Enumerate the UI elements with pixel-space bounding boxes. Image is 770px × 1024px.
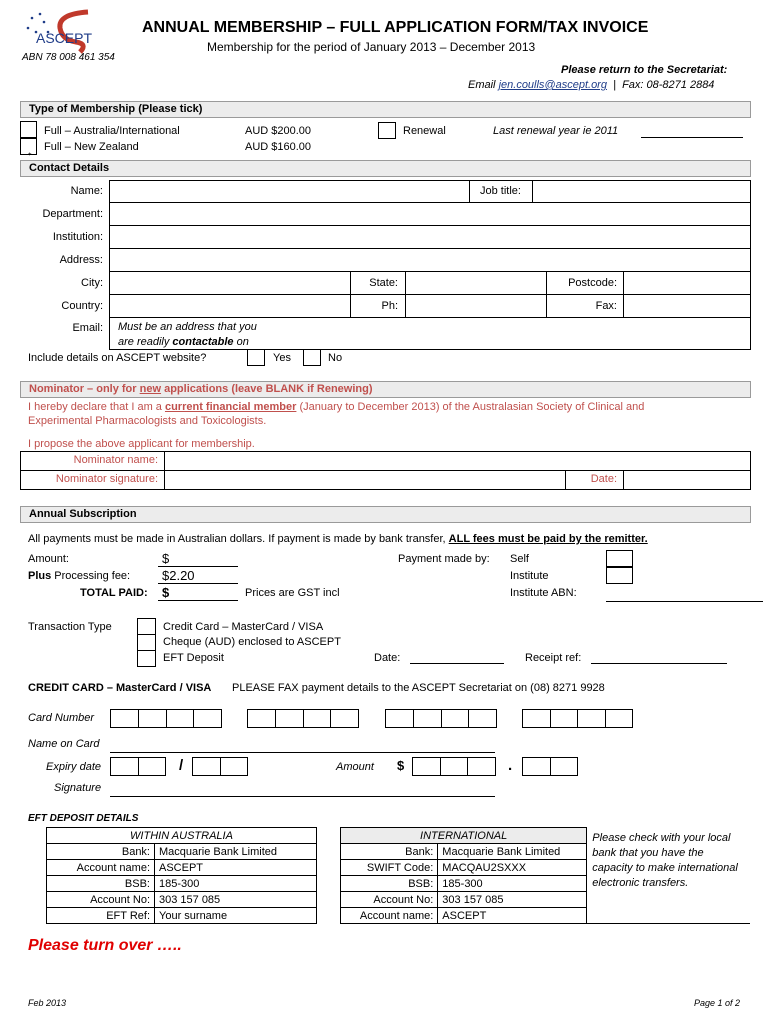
logo-text: ASCEPT <box>36 30 93 46</box>
ph-label: Ph: <box>381 300 398 312</box>
turn-over-note: Please turn over ….. <box>28 937 182 954</box>
credit-card-heading: CREDIT CARD – MasterCard / VISA <box>28 682 212 694</box>
country-label: Country: <box>61 300 103 312</box>
checkbox-renewal[interactable] <box>378 122 396 139</box>
fax-field[interactable] <box>623 294 751 318</box>
address-field[interactable] <box>109 248 751 272</box>
nominator-declare-1: I hereby declare that I am a current financial member (January to December 2013) of the Australasian Society of Clinical and <box>28 401 645 413</box>
subscription-heading: Annual Subscription <box>20 506 751 523</box>
intl-account-name-value: ASCEPT <box>438 908 587 924</box>
state-field[interactable] <box>405 271 547 295</box>
job-title-label: Job title: <box>480 185 521 197</box>
card-amount-cents[interactable] <box>522 757 578 776</box>
fax-label: Fax: <box>595 300 617 312</box>
institution-label: Institution: <box>52 231 103 243</box>
gst-note: Prices are GST incl <box>245 587 340 599</box>
intl-account-no-value: 303 157 085 <box>438 892 587 908</box>
email-note-1: Must be an address that you <box>118 321 257 333</box>
card-number-group-4[interactable] <box>522 709 633 728</box>
within-bsb-value: 185-300 <box>155 876 317 892</box>
job-title-field[interactable] <box>532 180 751 203</box>
within-bank-value: Macquarie Bank Limited <box>155 844 317 860</box>
card-number-label: Card Number <box>28 712 95 724</box>
processing-fee-line <box>158 583 238 584</box>
checkbox-yes[interactable] <box>247 349 265 366</box>
page-number: Page 1 of 2 <box>694 998 741 1008</box>
email-note-2: are readily contactable on <box>118 336 249 348</box>
within-account-name-label: Account name: <box>47 860 155 876</box>
checkbox-full-aus[interactable] <box>20 121 37 138</box>
full-nz-label: Full – New Zealand <box>44 141 139 153</box>
eft-international-table <box>340 827 750 924</box>
within-eft-ref-value: Your surname <box>155 908 317 924</box>
within-eft-ref-label: EFT Ref: <box>47 908 155 924</box>
amount-dollar: $ <box>162 551 170 566</box>
nominator-name-field[interactable] <box>164 451 751 471</box>
membership-heading: Type of Membership (Please tick) <box>20 101 751 118</box>
contact-line <box>468 79 714 91</box>
name-on-card-label: Name on Card <box>28 738 100 750</box>
payment-by-label: Payment made by: <box>398 553 490 565</box>
email-label: Email: <box>72 322 103 334</box>
name-field[interactable] <box>109 180 470 203</box>
ph-field[interactable] <box>405 294 547 318</box>
intl-swift-value: MACQAU2SXXX <box>438 860 587 876</box>
fax-payment-note: PLEASE FAX payment details to the ASCEPT Secretariat on (08) 8271 9928 <box>232 682 605 694</box>
international-note: Please check with your local bank that you have the capacity to make international electronic transfers. <box>587 828 750 924</box>
institute-abn-field[interactable] <box>606 601 763 602</box>
postcode-label: Postcode: <box>568 277 617 289</box>
eft-option: EFT Deposit <box>163 652 224 664</box>
name-on-card-field[interactable] <box>110 752 495 753</box>
card-amount-label: Amount <box>336 761 374 773</box>
international-title: INTERNATIONAL <box>341 828 587 844</box>
intl-bsb-label: BSB: <box>341 876 438 892</box>
receipt-ref-field[interactable] <box>591 663 727 664</box>
name-label: Name: <box>70 185 103 197</box>
return-label: Please return to the Secretariat: <box>561 64 728 76</box>
card-amount-dollars[interactable] <box>412 757 496 776</box>
address-label: Address: <box>59 254 103 266</box>
within-australia-title: WITHIN AUSTRALIA <box>47 828 317 844</box>
transaction-date-field[interactable] <box>410 663 504 664</box>
department-field[interactable] <box>109 202 751 226</box>
nominator-declare-2: Experimental Pharmacologists and Toxicologists. <box>28 415 267 427</box>
processing-fee-label: Plus Processing fee: <box>28 570 131 582</box>
within-account-no-value: 303 157 085 <box>155 892 317 908</box>
intl-bank-label: Bank: <box>341 844 438 860</box>
page-title: ANNUAL MEMBERSHIP – FULL APPLICATION FORM/TAX INVOICE <box>142 19 649 36</box>
include-website-label: Include details on ASCEPT website? <box>28 352 207 364</box>
abn: ABN 78 008 461 354 <box>22 52 115 63</box>
within-bsb-label: BSB: <box>47 876 155 892</box>
signature-label: Signature <box>54 782 102 794</box>
subscription-intro: All payments must be made in Australian dollars. If payment is made by bank transfer, ALL fees must be paid by the remitter. <box>28 533 648 545</box>
last-renewal-field[interactable] <box>641 137 743 138</box>
nominator-heading: Nominator – only for new applications (leave BLANK if Renewing) <box>20 381 751 398</box>
card-amount-dollar: $ <box>397 758 405 773</box>
card-number-group-1[interactable] <box>110 709 222 728</box>
separator: | <box>613 79 616 91</box>
credit-card-option: Credit Card – MasterCard / VISA <box>163 621 324 633</box>
within-bank-label: Bank: <box>47 844 155 860</box>
nominator-signature-field[interactable] <box>164 470 566 490</box>
nominator-date-field[interactable] <box>623 470 751 490</box>
institution-field[interactable] <box>109 225 751 249</box>
checkbox-credit-card[interactable] <box>137 618 156 635</box>
signature-field[interactable] <box>110 796 495 797</box>
footer-date: Feb 2013 <box>28 998 67 1008</box>
email-link[interactable]: jen.coulls@ascept.org <box>498 79 607 91</box>
self-label: Self <box>510 553 529 565</box>
card-amount-dot: . <box>508 757 513 774</box>
logo <box>18 8 118 54</box>
checkbox-eft[interactable] <box>137 650 156 667</box>
intl-swift-label: SWIFT Code: <box>341 860 438 876</box>
total-paid-label: TOTAL PAID: <box>80 587 148 599</box>
eft-heading: EFT DEPOSIT DETAILS <box>28 813 139 824</box>
intl-account-no-label: Account No: <box>341 892 438 908</box>
renewal-label: Renewal <box>403 125 446 137</box>
cheque-option: Cheque (AUD) enclosed to ASCEPT <box>163 636 341 648</box>
email-prefix: Email <box>468 79 496 91</box>
total-dollar: $ <box>162 585 170 600</box>
nominator-date-label: Date: <box>590 473 617 485</box>
intl-bank-value: Macquarie Bank Limited <box>438 844 587 860</box>
city-field[interactable] <box>109 271 351 295</box>
within-account-no-label: Account No: <box>47 892 155 908</box>
expiry-slash: / <box>179 757 184 774</box>
yes-label: Yes <box>273 352 291 364</box>
processing-fee-value: $2.20 <box>162 568 195 583</box>
fax-number: Fax: 08-8271 2884 <box>622 79 715 91</box>
intl-bsb-value: 185-300 <box>438 876 587 892</box>
checkbox-self[interactable] <box>606 550 633 567</box>
institute-label: Institute <box>510 570 549 582</box>
card-number-group-2[interactable] <box>247 709 359 728</box>
amount-field[interactable] <box>158 566 238 567</box>
nominator-propose: I propose the above applicant for membership. <box>28 438 255 450</box>
small-marker: + <box>28 152 32 158</box>
transaction-type-label: Transaction Type <box>28 621 112 633</box>
country-field[interactable] <box>109 294 351 318</box>
expiry-month[interactable] <box>110 757 166 776</box>
last-renewal-label: Last renewal year ie 2011 <box>493 125 619 137</box>
institute-abn-label: Institute ABN: <box>510 587 577 599</box>
no-label: No <box>328 352 343 364</box>
expiry-label: Expiry date <box>46 761 102 773</box>
within-account-name-value: ASCEPT <box>155 860 317 876</box>
transaction-date-label: Date: <box>374 652 401 664</box>
full-aus-price: AUD $200.00 <box>245 125 312 137</box>
intl-account-name-label: Account name: <box>341 908 438 924</box>
state-label: State: <box>369 277 398 289</box>
nominator-name-label: Nominator name: <box>73 454 158 466</box>
checkbox-no[interactable] <box>303 349 321 366</box>
page-subtitle: Membership for the period of January 2013 – December 2013 <box>207 40 536 54</box>
amount-label: Amount: <box>28 553 69 565</box>
receipt-ref-label: Receipt ref: <box>525 652 582 664</box>
full-nz-price: AUD $160.00 <box>245 141 312 153</box>
checkbox-institute[interactable] <box>606 567 633 584</box>
full-aus-label: Full – Australia/International <box>44 125 180 137</box>
department-label: Department: <box>42 208 103 220</box>
checkbox-cheque[interactable] <box>137 634 156 651</box>
expiry-year[interactable] <box>192 757 248 776</box>
nominator-signature-label: Nominator signature: <box>55 473 158 485</box>
city-label: City: <box>81 277 103 289</box>
total-paid-field[interactable] <box>158 600 238 601</box>
contact-heading: Contact Details <box>20 160 751 177</box>
card-number-group-3[interactable] <box>385 709 497 728</box>
postcode-field[interactable] <box>623 271 751 295</box>
eft-within-australia-table <box>46 827 317 924</box>
